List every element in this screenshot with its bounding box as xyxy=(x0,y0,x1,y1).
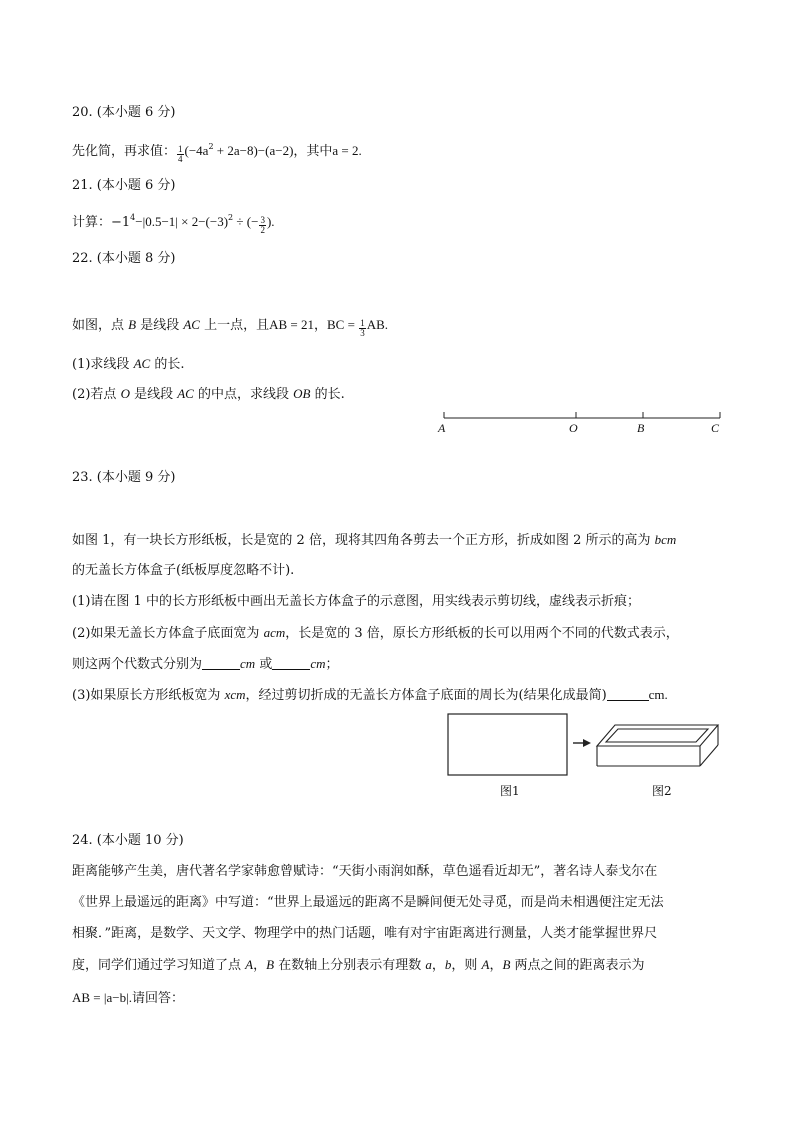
q22-frac-den: 3 xyxy=(360,328,365,338)
q24-l4-g: 两点之间的距离表示为 xyxy=(510,958,645,973)
q22-text-c: 上一点，且 xyxy=(199,318,270,333)
q24-header: 24. (本小题 10 分) xyxy=(72,833,184,848)
q23-line2: 的无盖长方体盒子(纸板厚度忽略不计). xyxy=(72,563,295,578)
q22-part2-b: 是线段 xyxy=(129,387,178,402)
q23-part2-b: ，长是宽的 3 倍，原长方形纸板的长可以用两个不同的代数式表示， xyxy=(285,626,679,641)
q24-line5 xyxy=(72,989,184,1008)
q20-fraction xyxy=(177,145,184,164)
q22-segment-ac: AC xyxy=(183,317,200,332)
q23-header: 23. (本小题 9 分) xyxy=(72,470,176,485)
q23-unit-1: cm xyxy=(240,656,256,671)
q21-text: 计算：−1 xyxy=(72,215,131,230)
q22-part2-seg: AC xyxy=(177,386,194,401)
figure2-open-box xyxy=(597,725,718,766)
q24-var-b: b xyxy=(444,957,452,972)
q21-fraction xyxy=(259,216,266,235)
q22-part2-point: O xyxy=(120,386,130,401)
q24-var-a: a xyxy=(425,957,432,972)
q24-l4-e: ，则 xyxy=(451,958,482,973)
label-a: A xyxy=(438,421,446,435)
answer-blank-3[interactable] xyxy=(607,687,649,701)
q23-part2c-a: 则这两个代数式分别为 xyxy=(72,657,203,672)
q22-part2 xyxy=(72,385,345,404)
figure2-caption: 图2 xyxy=(652,784,672,798)
figure1-rectangle xyxy=(448,714,567,775)
q22-part1 xyxy=(72,355,184,374)
q23-var-x: xcm xyxy=(224,687,246,702)
q24-l4-d: ， xyxy=(431,958,445,973)
q23-line1-text: 如图 1，有一块长方形纸板，长是宽的 2 倍，现将其四角各剪去一个正方形，折成如图 2 所示的高为 xyxy=(72,533,655,548)
q22-part2-c: 的中点，求线段 xyxy=(193,387,294,402)
q23-part3-b: ，经过剪切折成的无盖长方体盒子底面的周长为(结果化成最简) xyxy=(245,688,607,703)
q20-problem xyxy=(72,142,362,164)
label-c: C xyxy=(711,421,720,435)
q21-expr-b: ÷ (− xyxy=(233,214,259,229)
figure1-caption: 图1 xyxy=(500,784,520,798)
q22-problem xyxy=(72,316,388,338)
q20-condition: a = 2. xyxy=(332,143,362,158)
q20-frac-den: 4 xyxy=(178,154,183,164)
segment-diagram xyxy=(440,408,726,428)
q21-header: 21. (本小题 6 分) xyxy=(72,178,176,193)
answer-blank-1[interactable] xyxy=(202,656,240,670)
q23-part3-a: (3)如果原长方形纸板宽为 xyxy=(72,688,225,703)
q23-part1: (1)请在图 1 中的长方形纸板中画出无盖长方体盒子的示意图，用实线表示剪切线，虚线表示折痕； xyxy=(72,594,640,609)
q21-expr-c: ). xyxy=(266,214,275,229)
q23-part2-cont xyxy=(72,655,339,674)
q24-l4-b: ， xyxy=(253,958,267,973)
label-o: O xyxy=(569,421,578,435)
q20-exp: 2 xyxy=(208,142,214,151)
q23-unit-3: cm. xyxy=(648,687,668,702)
q22-part2-seg2: OB xyxy=(293,386,311,401)
q22-text-a: 如图，点 xyxy=(72,318,129,333)
box-figures xyxy=(445,713,725,779)
q24-line2: 《世界上最遥远的距离》中写道：“世界上最遥远的距离不是瞬间便无处寻觅，而是尚未相遇便注定无法 xyxy=(72,895,664,910)
q23-part2 xyxy=(72,624,679,643)
q24-line3: 相聚．”距离，是数学、天文学、物理学中的热门话题，唯有对宇宙距离进行测量，人类才能掌握世界尺 xyxy=(72,926,658,941)
q22-part2-d: 的长. xyxy=(310,387,345,402)
q22-part1-seg: AC xyxy=(133,356,151,371)
q21-exp1: 4 xyxy=(130,213,136,222)
q24-distance-formula: AB = |a−b|. xyxy=(72,990,132,1005)
q20-header: 20. (本小题 6 分) xyxy=(72,105,176,120)
q23-unit-2: cm xyxy=(310,656,326,671)
q21-exp2: 2 xyxy=(228,213,234,222)
q24-l4-c: 在数轴上分别表示有理数 xyxy=(274,958,426,973)
q20-expr-a: (−4a xyxy=(184,143,209,158)
q24-point-a2: A xyxy=(481,957,490,972)
q20-text: 先化简，再求值： xyxy=(72,144,177,159)
arrow-icon xyxy=(583,739,591,747)
q22-equation-end: AB. xyxy=(366,317,389,332)
q23-part2c-end: ； xyxy=(325,657,339,672)
q24-point-b2: B xyxy=(502,957,511,972)
q23-part3 xyxy=(72,686,668,705)
q20-frac-num: 1 xyxy=(178,144,183,154)
q24-point-b: B xyxy=(266,957,275,972)
q22-part2-a: (2)若点 xyxy=(72,387,121,402)
q21-frac-den: 2 xyxy=(260,225,265,235)
q22-fraction xyxy=(359,319,366,338)
answer-blank-2[interactable] xyxy=(272,656,310,670)
q22-text-b: 是线段 xyxy=(136,318,184,333)
q21-frac-num: 3 xyxy=(260,215,265,225)
q21-problem xyxy=(72,213,275,235)
q23-var-b: bcm xyxy=(654,532,677,547)
q22-frac-num: 1 xyxy=(360,318,365,328)
q20-expr-b: + 2a−8)−(a−2)，其中 xyxy=(213,143,333,158)
q22-header: 22. (本小题 8 分) xyxy=(72,251,176,266)
q21-expr-a: −|0.5−1| × 2−(−3) xyxy=(135,214,229,229)
q23-or: 或 xyxy=(255,657,273,672)
q22-point-b: B xyxy=(128,317,137,332)
q22-part1-b: 的长. xyxy=(150,357,185,372)
label-b: B xyxy=(637,421,645,435)
q24-l4-f: ， xyxy=(489,958,503,973)
q22-part1-a: (1)求线段 xyxy=(72,357,134,372)
q24-line1: 距离能够产生美，唐代著名学家韩愈曾赋诗：“天街小雨润如酥，草色遥看近却无”，著名诗人泰戈尔在 xyxy=(72,864,658,879)
q24-line4 xyxy=(72,956,645,975)
q23-part2-a: (2)如果无盖长方体盒子底面宽为 xyxy=(72,626,264,641)
q24-point-a: A xyxy=(245,957,254,972)
q24-l5-b: 请回答： xyxy=(131,991,184,1006)
q22-equation: AB = 21，BC = xyxy=(269,317,359,332)
q23-var-a: acm xyxy=(263,625,286,640)
q24-l4-a: 度，同学们通过学习知道了点 xyxy=(72,958,246,973)
q23-line1 xyxy=(72,531,676,550)
